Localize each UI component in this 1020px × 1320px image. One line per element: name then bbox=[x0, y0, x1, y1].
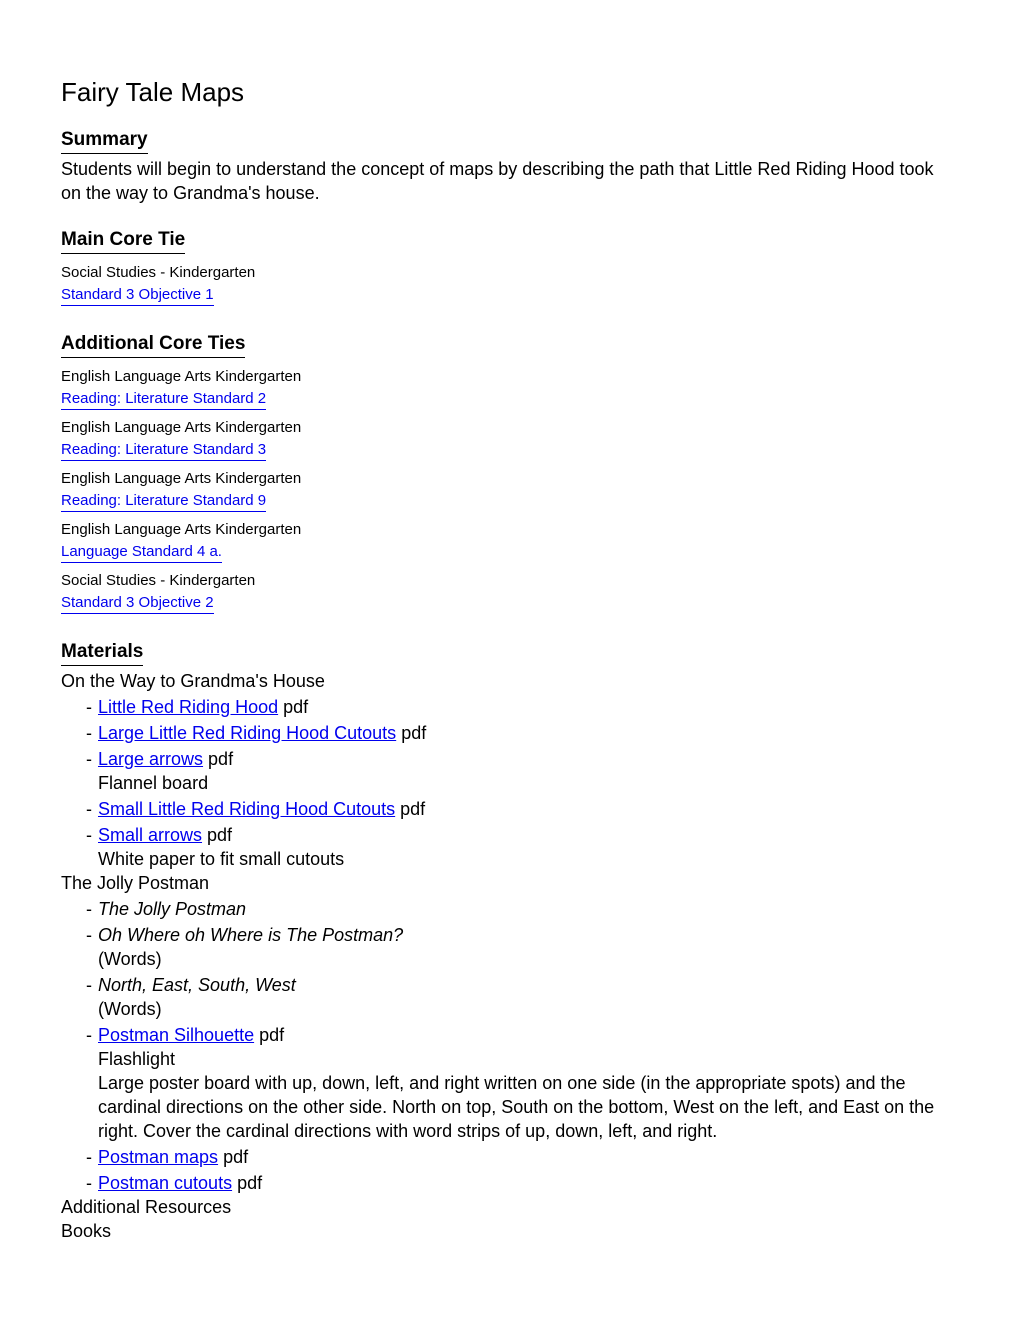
list-dash: - bbox=[86, 1173, 92, 1193]
materials-group-title: The Jolly Postman bbox=[61, 873, 210, 893]
summary-heading: Summary bbox=[61, 129, 148, 154]
main-core-tie-section bbox=[61, 229, 961, 311]
material-link[interactable]: Large Little Red Riding Hood Cutouts bbox=[98, 723, 397, 743]
list-dash: - bbox=[86, 799, 92, 819]
material-link[interactable]: Postman Silhouette bbox=[98, 1025, 255, 1045]
page-title: Fairy Tale Maps bbox=[61, 77, 245, 107]
material-link[interactable]: Small Little Red Riding Hood Cutouts bbox=[98, 799, 396, 819]
list-dash: - bbox=[86, 1147, 92, 1167]
list-dash: - bbox=[86, 975, 92, 995]
core-tie-link[interactable]: Reading: Literature Standard 3 bbox=[61, 440, 266, 461]
material-plain: (Words) bbox=[98, 949, 162, 969]
materials-section bbox=[61, 641, 961, 1243]
core-tie-link[interactable]: Language Standard 4 a. bbox=[61, 542, 222, 563]
file-type: pdf bbox=[278, 697, 309, 717]
core-tie-link[interactable]: Reading: Literature Standard 2 bbox=[61, 389, 266, 410]
material-plain: (Words) bbox=[98, 999, 162, 1019]
main-core-tie-heading: Main Core Tie bbox=[61, 229, 185, 254]
material-link[interactable]: Large arrows bbox=[98, 749, 204, 769]
core-tie-subject: English Language Arts Kindergarten bbox=[61, 419, 302, 436]
summary-section bbox=[61, 129, 961, 205]
core-tie-link[interactable]: Standard 3 Objective 2 bbox=[61, 593, 214, 614]
list-dash: - bbox=[86, 723, 92, 743]
additional-resources-label: Additional Resources bbox=[61, 1197, 232, 1217]
main-core-subject: Social Studies - Kindergarten bbox=[61, 264, 256, 281]
material-item bbox=[61, 1023, 961, 1047]
material-item bbox=[61, 973, 961, 997]
file-type: pdf bbox=[254, 1025, 285, 1045]
material-item bbox=[61, 797, 961, 821]
list-dash: - bbox=[86, 697, 92, 717]
material-item bbox=[61, 695, 961, 719]
core-tie-subject: English Language Arts Kindergarten bbox=[61, 470, 302, 487]
material-plain: Large poster board with up, down, left, and right written on one side (in the appropriate spots) and the cardinal directions on the other side. North on top, South on the bottom, West on the left, and East on the right. Cover the cardinal directions with word strips of up, down, left, and right. bbox=[98, 1073, 935, 1141]
materials-heading: Materials bbox=[61, 641, 143, 666]
material-link[interactable]: Small arrows bbox=[98, 825, 203, 845]
file-type: pdf bbox=[202, 825, 233, 845]
song-title: Oh Where oh Where is The Postman? bbox=[98, 925, 404, 945]
additional-core-ties-heading: Additional Core Ties bbox=[61, 333, 245, 358]
material-plain: Flannel board bbox=[98, 773, 209, 793]
core-tie-subject: Social Studies - Kindergarten bbox=[61, 572, 256, 589]
song-title: North, East, South, West bbox=[98, 975, 296, 995]
material-link[interactable]: Postman maps bbox=[98, 1147, 219, 1167]
materials-group-title: On the Way to Grandma's House bbox=[61, 671, 325, 691]
list-dash: - bbox=[86, 749, 92, 769]
book-title: The Jolly Postman bbox=[98, 899, 247, 919]
list-dash: - bbox=[86, 825, 92, 845]
material-plain: White paper to fit small cutouts bbox=[98, 849, 345, 869]
core-tie-subject: English Language Arts Kindergarten bbox=[61, 368, 302, 385]
material-link[interactable]: Little Red Riding Hood bbox=[98, 697, 279, 717]
material-item bbox=[61, 923, 961, 947]
main-core-standard-link[interactable]: Standard 3 Objective 1 bbox=[61, 285, 214, 306]
core-tie-link[interactable]: Reading: Literature Standard 9 bbox=[61, 491, 266, 512]
file-type: pdf bbox=[232, 1173, 263, 1193]
material-item bbox=[61, 747, 961, 771]
list-dash: - bbox=[86, 925, 92, 945]
material-item bbox=[61, 1145, 961, 1169]
file-type: pdf bbox=[395, 799, 426, 819]
books-label: Books bbox=[61, 1221, 112, 1241]
material-plain: Flashlight bbox=[98, 1049, 176, 1069]
material-item bbox=[61, 1171, 961, 1195]
core-tie-subject: English Language Arts Kindergarten bbox=[61, 521, 302, 538]
material-item bbox=[61, 721, 961, 745]
list-dash: - bbox=[86, 899, 92, 919]
additional-core-ties-section bbox=[61, 333, 961, 619]
file-type: pdf bbox=[203, 749, 234, 769]
material-item bbox=[61, 823, 961, 847]
list-dash: - bbox=[86, 1025, 92, 1045]
file-type: pdf bbox=[396, 723, 427, 743]
summary-text: Students will begin to understand the concept of maps by describing the path that Little Red Riding Hood took on the way to Grandma's house. bbox=[61, 159, 934, 203]
material-link[interactable]: Postman cutouts bbox=[98, 1173, 233, 1193]
file-type: pdf bbox=[218, 1147, 249, 1167]
material-item bbox=[61, 897, 961, 921]
